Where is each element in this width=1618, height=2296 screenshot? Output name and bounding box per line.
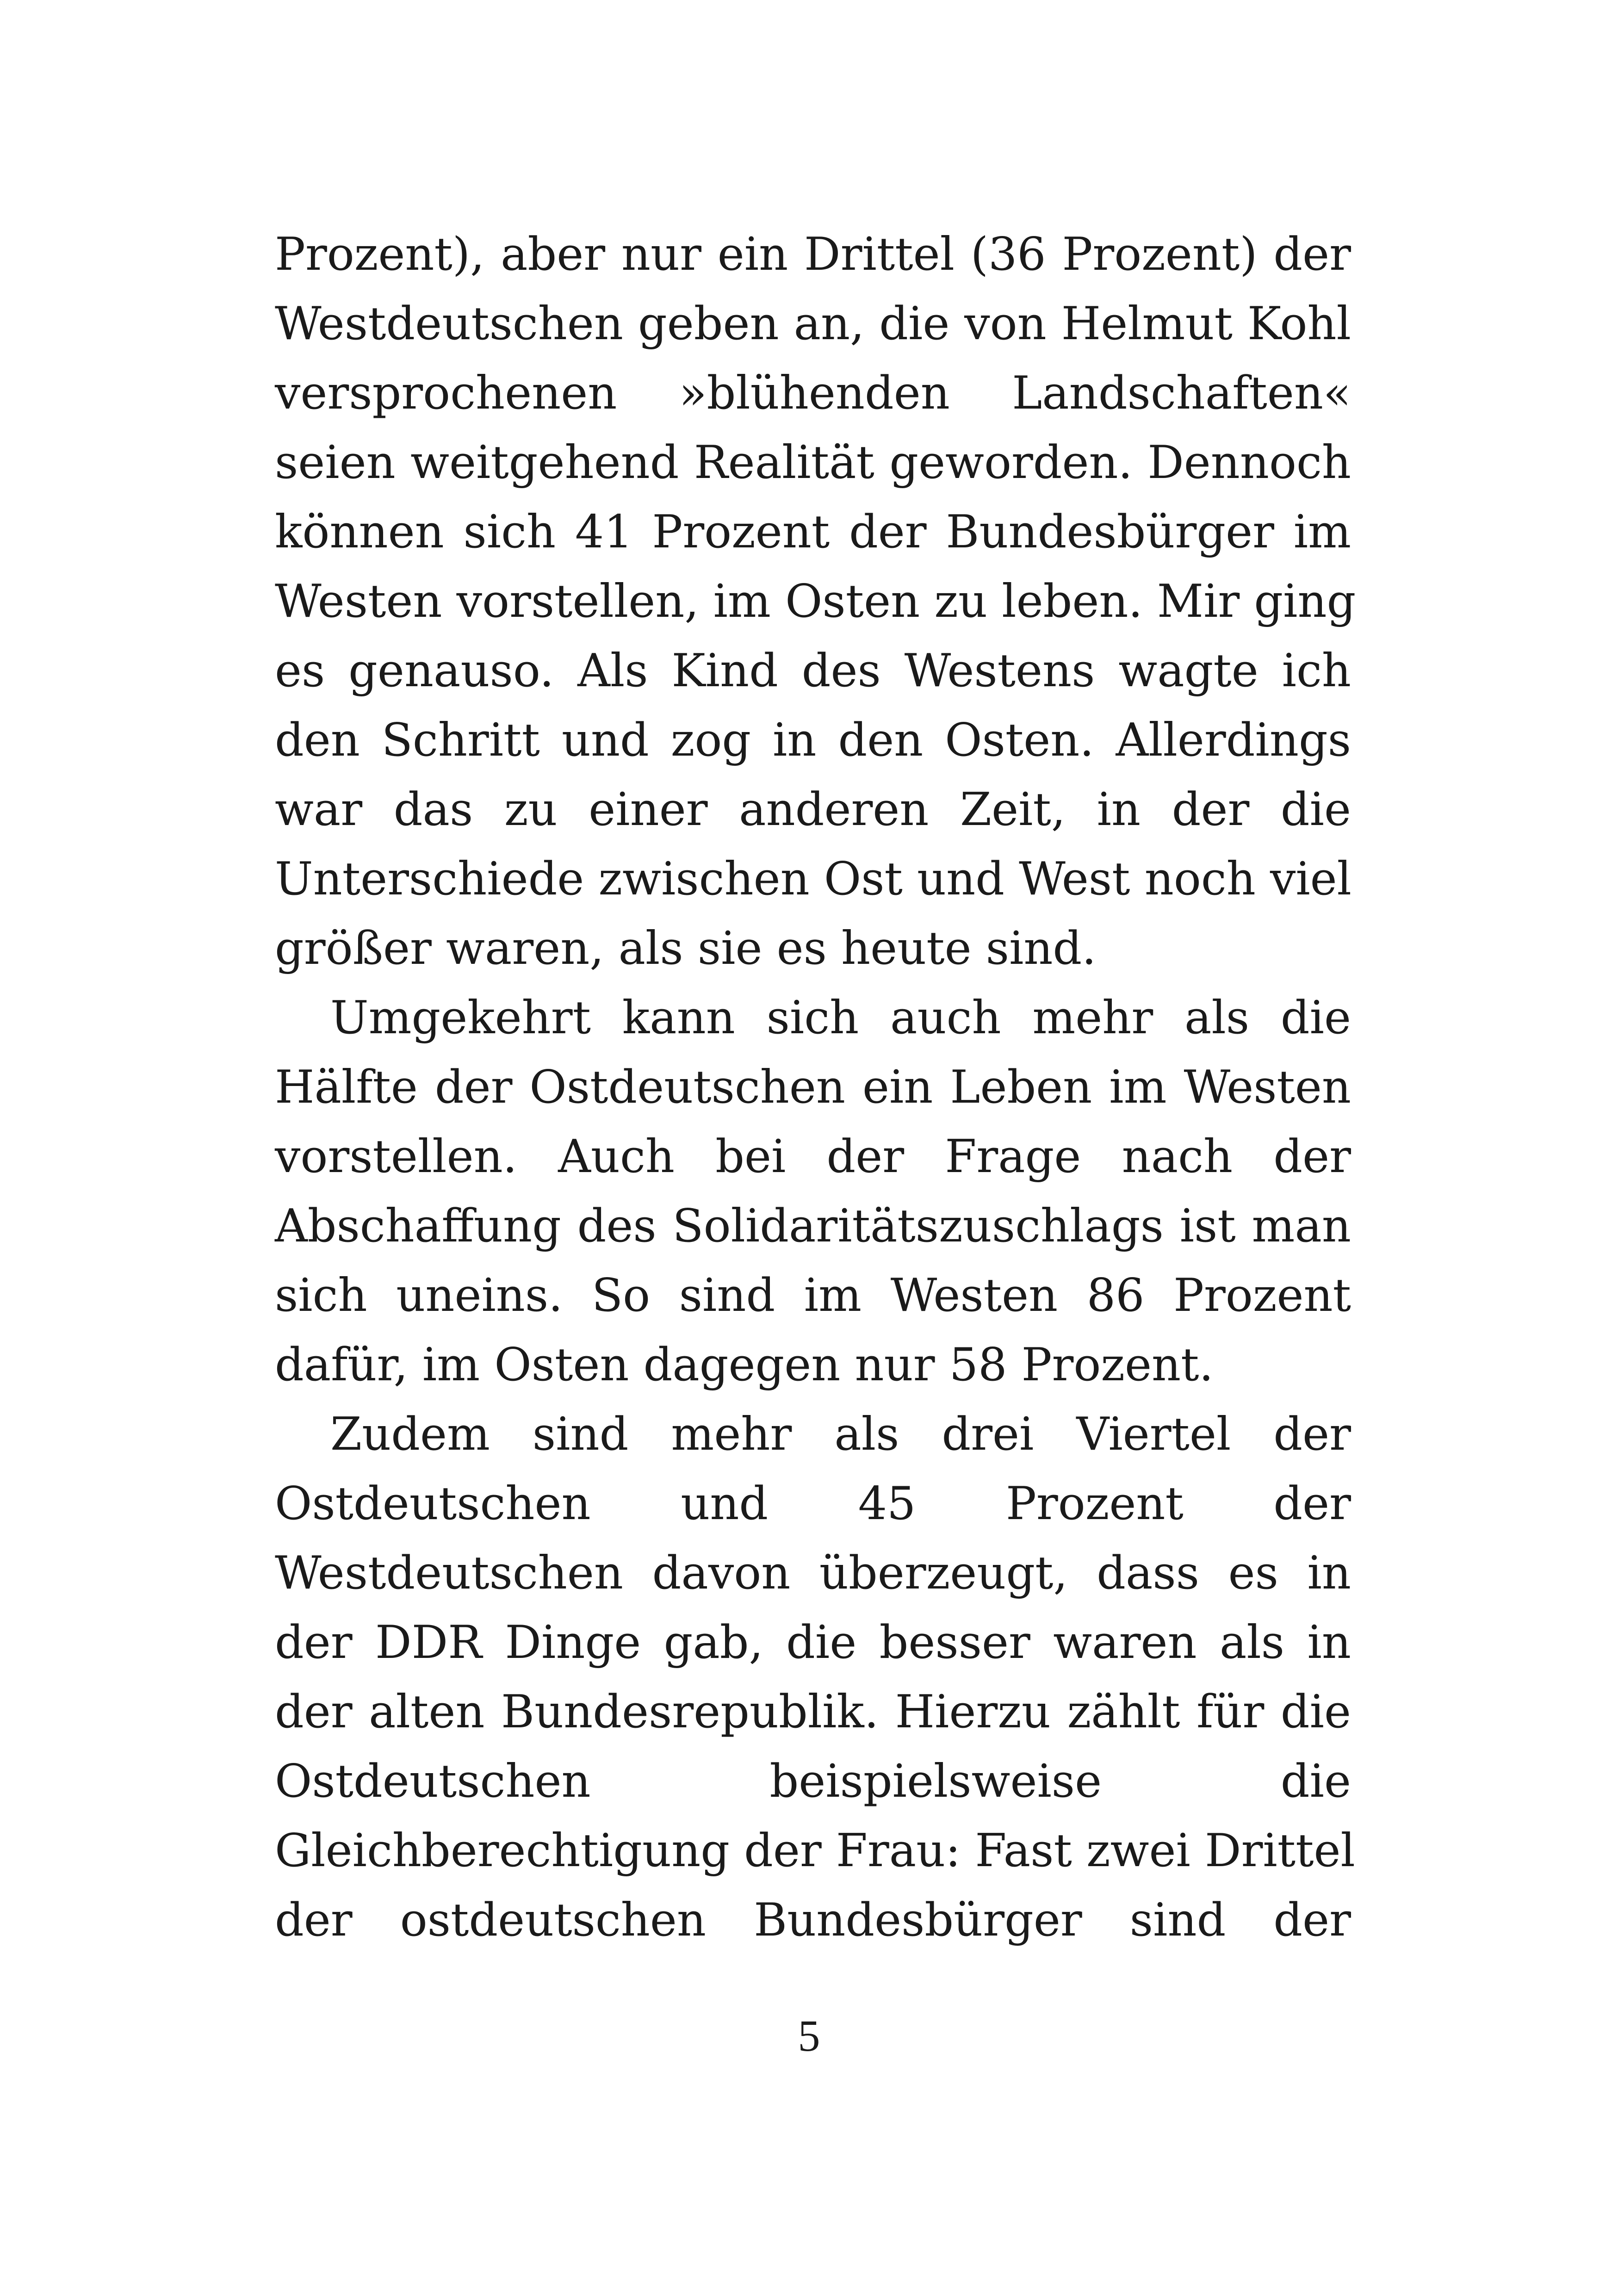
text-line: Hälfte der Ostdeutschen ein Leben im Westen xyxy=(275,1061,1351,1114)
body-text xyxy=(275,220,1356,1955)
text-line: vorstellen. Auch bei der Frage nach der xyxy=(275,1130,1351,1183)
text-line: Zudem sind mehr als drei Viertel der xyxy=(330,1408,1351,1461)
text-line: der DDR Dinge gab, die besser waren als in xyxy=(275,1616,1351,1669)
page-number: 5 xyxy=(798,2011,820,2060)
text-line: der ostdeutschen Bundesbürger sind der xyxy=(275,1894,1351,1947)
text-line: größer waren, als sie es heute sind. xyxy=(275,922,1097,975)
text-line: können sich 41 Prozent der Bundesbürger im xyxy=(275,506,1351,558)
text-line: Abschaffung des Solidaritätszuschlags ist man xyxy=(275,1200,1351,1253)
text-line: es genauso. Als Kind des Westens wagte ich xyxy=(275,645,1351,697)
text-line: Westdeutschen davon überzeugt, dass es in xyxy=(275,1547,1351,1600)
text-line: seien weitgehend Realität geworden. Dennoch xyxy=(275,436,1351,489)
text-line: der alten Bundesrepublik. Hierzu zählt für die xyxy=(275,1686,1351,1738)
text-line: versprochenen »blühenden Landschaften« xyxy=(275,367,1351,420)
text-line: Prozent), aber nur ein Drittel (36 Prozent) der xyxy=(275,228,1351,281)
text-line: Ostdeutschen und 45 Prozent der xyxy=(275,1477,1351,1530)
text-line: sich uneins. So sind im Westen 86 Prozent xyxy=(275,1269,1351,1322)
text-line: Westen vorstellen, im Osten zu leben. Mir ging xyxy=(275,575,1356,628)
text-line: den Schritt und zog in den Osten. Allerdings xyxy=(275,714,1351,767)
text-line: dafür, im Osten dagegen nur 58 Prozent. xyxy=(275,1339,1214,1391)
text-line: Ostdeutschen beispielsweise die xyxy=(275,1755,1351,1808)
text-line: Gleichberechtigung der Frau: Fast zwei Drittel xyxy=(275,1824,1355,1877)
text-line: war das zu einer anderen Zeit, in der die xyxy=(275,783,1351,836)
text-line: Unterschiede zwischen Ost und West noch viel xyxy=(275,853,1352,906)
text-line: Westdeutschen geben an, die von Helmut Kohl xyxy=(275,298,1351,350)
text-line: Umgekehrt kann sich auch mehr als die xyxy=(330,992,1351,1044)
